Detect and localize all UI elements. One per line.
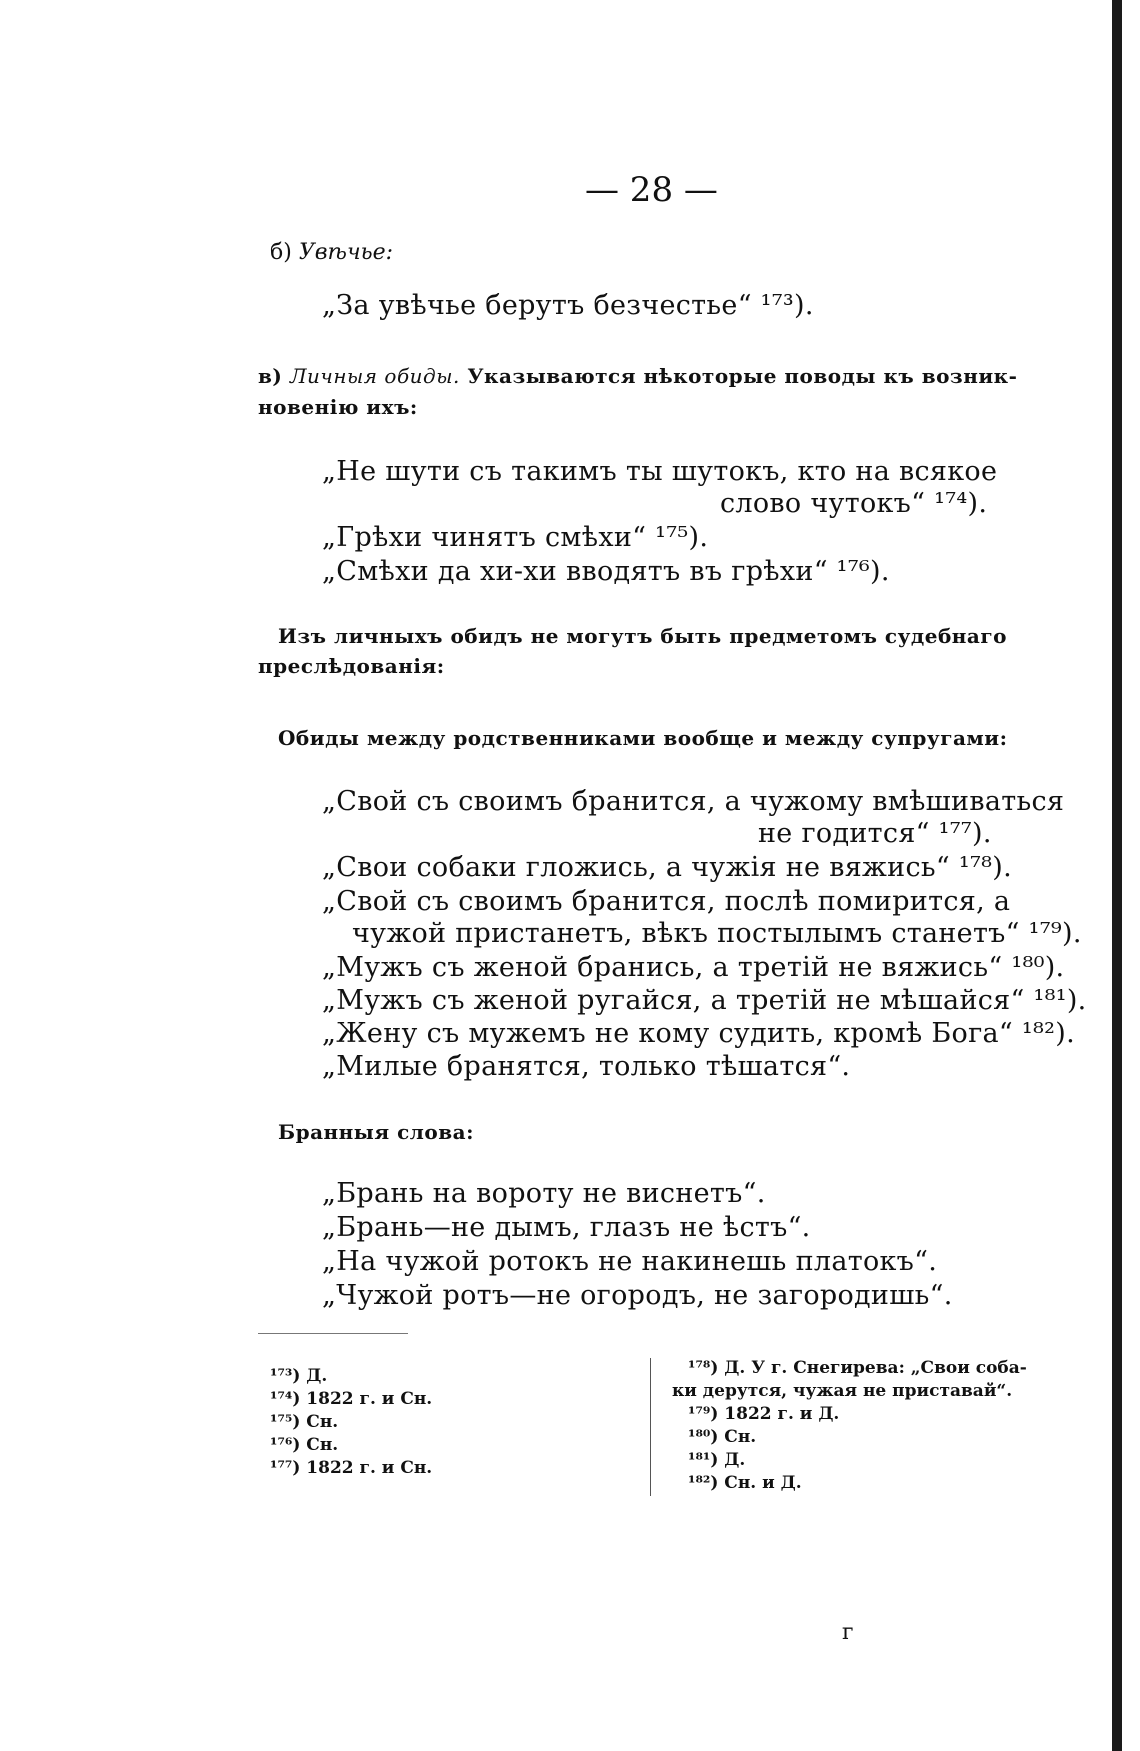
proverb-v1-line2: слово чутокъ“ ¹⁷⁴). [720, 488, 988, 519]
paragraph-line2: преслѣдованія: [258, 654, 445, 678]
footnote-175: ¹⁷⁵) Сн. [270, 1412, 339, 1432]
section-v-label: в) [258, 364, 283, 388]
scan-edge-bar [1112, 0, 1122, 1751]
proverb-a1: „Брань на вороту не виснетъ“. [322, 1178, 766, 1209]
section-v-line2: новенію ихъ: [258, 395, 418, 419]
proverb-r4: „Мужъ съ женой бранись, а третій не вяжись“ ¹⁸⁰). [322, 952, 1065, 983]
proverb-v2: „Грѣхи чинятъ смѣхи“ ¹⁷⁵). [322, 522, 709, 553]
footnote-178-line1: ¹⁷⁸) Д. У г. Снегирева: „Свои соба- [688, 1358, 1027, 1378]
footnote-182: ¹⁸²) Сн. и Д. [688, 1473, 802, 1493]
proverb-r6: „Жену съ мужемъ не кому судить, кромѣ Бога“ ¹⁸²). [322, 1018, 1075, 1049]
proverb-r7: „Милые бранятся, только тѣшатся“. [322, 1051, 851, 1082]
section-v-text: Указываются нѣкоторые поводы къ возник- [467, 364, 1018, 388]
proverb-a3: „На чужой ротокъ не накинешь платокъ“. [322, 1246, 938, 1277]
section-v-title: Личныя обиды. [289, 364, 460, 388]
footnote-177: ¹⁷⁷) 1822 г. и Сн. [270, 1458, 433, 1478]
footnote-176: ¹⁷⁶) Сн. [270, 1435, 339, 1455]
footnote-rule [258, 1333, 408, 1334]
proverb-r3-line2: чужой пристанетъ, вѣкъ постылымъ станетъ“ ¹⁷⁹). [352, 918, 1082, 949]
footnote-181: ¹⁸¹) Д. [688, 1450, 746, 1470]
section-b-title: Увѣчье: [298, 240, 394, 265]
footnote-174: ¹⁷⁴) 1822 г. и Сн. [270, 1389, 433, 1409]
section-b-heading [270, 240, 393, 265]
proverb-v1-line1: „Не шути съ такимъ ты шутокъ, кто на всякое [322, 456, 998, 487]
proverb-r1-line2: не годится“ ¹⁷⁷). [758, 818, 992, 849]
subheading-relatives: Обиды между родственниками вообще и между супругами: [278, 726, 1008, 750]
proverb-r1-line1: „Свой съ своимъ бранится, а чужому вмѣшиваться [322, 786, 1065, 817]
proverb-a2: „Брань—не дымъ, глазъ не ѣстъ“. [322, 1212, 811, 1243]
footnote-178-line2: ки дерутся, чужая не приставай“. [672, 1381, 1013, 1401]
footnote-180: ¹⁸⁰) Сн. [688, 1427, 757, 1447]
footnote-173: ¹⁷³) Д. [270, 1366, 328, 1386]
proverb-v3: „Смѣхи да хи-хи вводятъ въ грѣхи“ ¹⁷⁶). [322, 556, 890, 587]
footnote-179: ¹⁷⁹) 1822 г. и Д. [688, 1404, 840, 1424]
footnote-column-divider [650, 1358, 651, 1496]
section-v-line1 [258, 364, 1017, 388]
paragraph-line1: Изъ личныхъ обидъ не могутъ быть предметомъ судебнаго [278, 624, 1007, 648]
section-b-label: б) [270, 240, 292, 265]
subheading-abuse: Бранныя слова: [278, 1120, 474, 1144]
page-number: — 28 — [585, 170, 718, 210]
proverb-r3-line1: „Свой съ своимъ бранится, послѣ помирится, а [322, 886, 1011, 917]
proverb-r2: „Свои собаки гложись, а чужія не вяжись“ ¹⁷⁸). [322, 852, 1012, 883]
stray-mark: г [842, 1620, 854, 1645]
proverb-r5: „Мужъ съ женой ругайся, а третій не мѣшайся“ ¹⁸¹). [322, 985, 1087, 1016]
proverb-b: „За увѣчье берутъ безчестье“ ¹⁷³). [322, 290, 814, 321]
proverb-a4: „Чужой ротъ—не огородъ, не загородишь“. [322, 1280, 953, 1311]
